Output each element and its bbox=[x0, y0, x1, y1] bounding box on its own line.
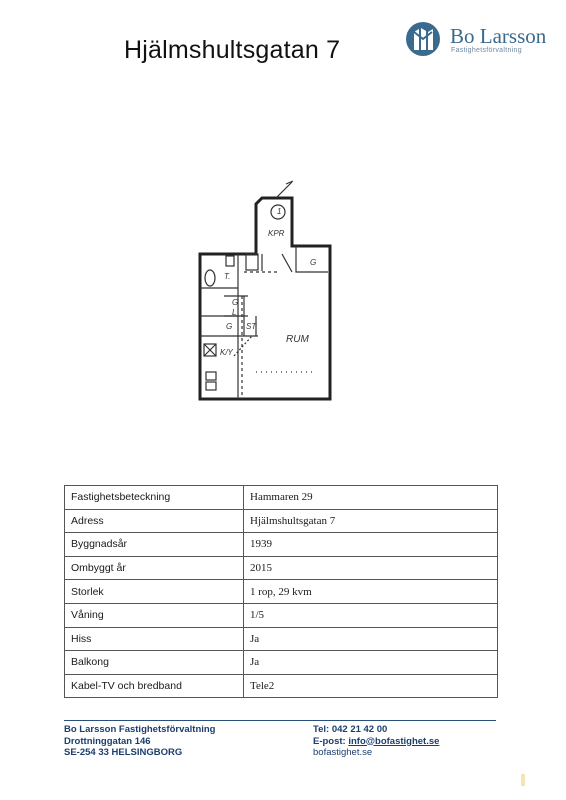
property-value: Ja bbox=[244, 627, 498, 651]
wardrobe-b-label: G bbox=[226, 322, 233, 331]
property-label: Storlek bbox=[65, 580, 244, 604]
property-label: Våning bbox=[65, 603, 244, 627]
table-row bbox=[65, 580, 498, 604]
property-value: Hjälmshultsgatan 7 bbox=[244, 509, 498, 533]
footer-contact bbox=[313, 724, 439, 759]
wc-label: T. bbox=[224, 272, 231, 281]
property-label: Byggnadsår bbox=[65, 533, 244, 557]
room-label: RUM bbox=[286, 334, 309, 345]
table-row bbox=[65, 627, 498, 651]
scan-mark bbox=[521, 774, 525, 786]
property-label: Kabel-TV och bredband bbox=[65, 674, 244, 698]
building-logo-icon bbox=[405, 20, 445, 60]
table-row bbox=[65, 603, 498, 627]
wardrobe-d-label: ST bbox=[246, 322, 257, 331]
hall-label: KPR bbox=[268, 229, 285, 238]
footer-website-link[interactable]: bofastighet.se bbox=[313, 747, 373, 758]
table-row bbox=[65, 486, 498, 510]
footer-address bbox=[64, 724, 216, 759]
footer-email-label: E-post: bbox=[313, 735, 349, 747]
page-title: Hjälmshultsgatan 7 bbox=[124, 36, 341, 64]
floor-plan bbox=[196, 176, 336, 404]
table-row bbox=[65, 651, 498, 675]
logo-subtitle: Fastighetsförvaltning bbox=[451, 47, 522, 54]
logo-name: Bo Larsson bbox=[450, 24, 547, 48]
property-value: Tele2 bbox=[244, 674, 498, 698]
company-logo bbox=[405, 20, 555, 60]
kitchen-label: K/Y bbox=[220, 348, 233, 357]
table-row bbox=[65, 674, 498, 698]
property-value: 2015 bbox=[244, 556, 498, 580]
table-row bbox=[65, 533, 498, 557]
table-row bbox=[65, 509, 498, 533]
floor-plan-drawing bbox=[196, 176, 336, 404]
footer-street: Drottninggatan 146 bbox=[64, 735, 151, 747]
footer-email-link[interactable]: info@bofastighet.se bbox=[348, 735, 440, 747]
property-value: Hammaren 29 bbox=[244, 486, 498, 510]
property-table bbox=[64, 485, 498, 698]
footer-phone: Tel: 042 21 42 00 bbox=[313, 724, 388, 735]
property-value: 1 rop, 29 kvm bbox=[244, 580, 498, 604]
footer-divider bbox=[64, 720, 496, 721]
closet-label: G bbox=[310, 258, 317, 267]
entry-number-label: 1 bbox=[277, 207, 282, 216]
footer-company: Bo Larsson Fastighetsförvaltning bbox=[64, 724, 216, 735]
footer-email-line bbox=[313, 736, 439, 748]
footer-postal: SE-254 33 HELSINGBORG bbox=[64, 747, 183, 758]
property-label: Balkong bbox=[65, 651, 244, 675]
table-row bbox=[65, 556, 498, 580]
property-label: Hiss bbox=[65, 627, 244, 651]
property-value: 1/5 bbox=[244, 603, 498, 627]
property-value: Ja bbox=[244, 651, 498, 675]
property-label: Adress bbox=[65, 509, 244, 533]
property-value: 1939 bbox=[244, 533, 498, 557]
property-label: Fastighetsbeteckning bbox=[65, 486, 244, 510]
wardrobe-c-label: L bbox=[232, 308, 237, 317]
wardrobe-a-label: G bbox=[232, 298, 239, 307]
property-label: Ombyggt år bbox=[65, 556, 244, 580]
